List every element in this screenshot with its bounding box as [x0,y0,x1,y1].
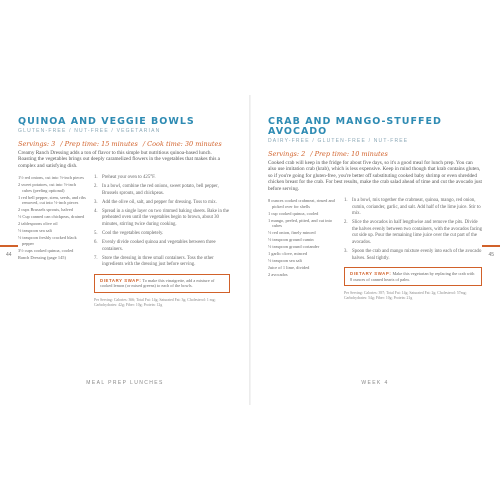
recipe-title: QUINOA AND VEGGIE BOWLS [18,116,195,127]
dietary-swap-box [94,274,230,293]
section-tab-marker [482,245,500,247]
step-list [344,198,482,301]
step-list [94,175,230,307]
ingredient-item: Juice of 1 lime, divided [268,265,310,271]
recipe-intro: Cooked crab will keep in the fridge for about five days, so it's a good meal for lunch prep. You can also use imitation crab (krab), which is less expensive. Keep in mind though that krab contains gluten, so if you're going for gluten-free, you're better off substituting cooked baby shrimp or even shredded chicken breast for the crab. For best results, make the crab salad ahead of time and cut the avocado just before serving. [268,160,482,192]
ingredient-item: ½ red onion, finely minced [268,230,316,236]
recipe-dietary-tags: DAIRY-FREE / GLUTEN-FREE / NUT-FREE [268,138,409,144]
recipe-servings [18,140,230,148]
step-item: 5. Cool the vegetables completely. [94,230,164,236]
section-tab-marker [0,245,18,247]
step-item: 2. Slice the avocados in half lengthwise and remove the pits. Divide the halves evenly between two containers, with the avocados facing cut side up. Pour the remaining lime juice over the cut part of the avocados. [344,220,483,245]
ingredient-item: 2 sweet potatoes, cut into ½-inch cubes (peeling optional) [18,182,76,193]
ingredient-item: ½ teaspoon sea salt [268,258,302,264]
page-gutter [249,95,251,405]
ingredient-item: ½ Cup canned can chickpeas, drained [18,214,85,220]
dietary-swap-label: DIETARY SWAP: [100,277,142,283]
ingredient-item: ½ teaspoon ground coriander [268,244,320,250]
step-item: 3. Spoon the crab and mango mixture evenly into each of the avocado halves. Seal tightly. [344,248,482,261]
recipe-servings [268,150,482,158]
cook-time: / Cook time: 30 minutes [142,140,222,148]
running-footer-right: WEEK 4 [361,380,389,386]
dietary-swap-text: Make this vegetarian by replacing the crab with 8 ounces of canned hearts of palm. [350,271,475,282]
ingredient-item: 1 mango, peeled, pitted, and cut into cubes [268,217,333,229]
ingredient-item: ½ teaspoon freshly cracked black pepper [18,235,77,246]
servings-count: Servings: 3 [18,140,56,148]
ingredient-list [18,175,86,307]
step-item: 2. In a bowl, combine the red onions, sweet potato, bell pepper, Brussels sprouts, and chickpeas. [94,184,219,196]
ingredient-item: 2 avocados [268,272,288,278]
ingredient-item: ½ teaspoon ground cumin [268,237,314,243]
step-item: 4. Spread in a single layer on two rimmed baking sheets. Bake in the preheated oven until the vegetables begin to brown, about 30 minutes, stirring twice during cooking. [94,208,229,227]
recipe-title: CRAB AND MANGO-STUFFED AVOCADO [268,116,442,137]
step-item: 6. Evenly divide cooked quinoa and vegetables between three containers. [94,239,216,252]
ingredient-item: 8 ounces cooked crabmeat, rinsed and picked over for shells [268,198,335,209]
ingredient-item: Ranch Dressing (page 145) [18,254,66,260]
ingredient-item: 1 red bell pepper, stem, seeds, and ribs removed, cut into ½-inch pieces [18,194,86,206]
dietary-swap-box [344,267,482,286]
dietary-swap-label: DIETARY SWAP: [350,271,392,277]
recipe-intro: Creamy Ranch Dressing adds a ton of flavor to this simple but nutritious quinoa-based lunch. Roasting the vegetables brings out deeply caramelized flowers in the vegetables that makes this a complex and satisfying dish. [18,150,220,169]
ingredient-item: 1 cup cooked quinoa, cooled [268,210,319,216]
prep-time: / Prep time: 15 minutes [60,140,138,148]
page-number-right: 45 [488,252,494,258]
dietary-swap-text: To make this vinaigrette, add a mixture of cooked lemon (or mixed greens) to each of the bowls. [100,277,215,289]
recipe-dietary-tags: GLUTEN-FREE / NUT-FREE / VEGETARIAN [18,128,161,134]
ingredient-item: 1½ red onions, cut into ½-inch pieces [18,175,84,181]
nutrition-info: Per Serving: Calories: 397; Total Fat: 14g; Saturated Fat: 2g; Cholesterol: 57mg; Carbohydrates: 54g; Fiber: 10g; Protein: 21g [344,290,467,300]
left-page [0,95,250,405]
book-spread [0,95,500,405]
step-item: 1. In a bowl, mix together the crabmeat, quinoa, mango, red onion, cumin, coriander, garlic, and salt. Add half of the lime juice. Stir to mix. [344,198,481,217]
ingredient-item: 2 tablespoons olive oil [18,221,58,227]
ingredient-list [268,198,336,301]
recipe-body [268,198,482,301]
recipe-body [18,175,230,307]
ingredient-item: 3½ cups cooked quinoa, cooled [18,247,74,253]
prep-time: / Prep time: 10 minutes [310,150,388,158]
step-item: 1. Preheat your oven to 425°F. [94,175,156,181]
step-item: 7. Store the dressing in three small containers. Toss the other ingredients with the dressing just before serving. [94,255,214,268]
running-footer-left: MEAL PREP LUNCHES [86,380,164,386]
right-page [250,95,500,405]
ingredient-item: 2 cups Brussels sprouts, halved [18,207,74,213]
ingredient-item: ½ teaspoon sea salt [18,228,52,234]
step-item: 3. Add the olive oil, salt, and pepper for dressing. Toss to mix. [94,199,217,205]
page-number-left: 44 [6,252,12,258]
servings-count: Servings: 2 [268,150,306,158]
nutrition-info: Per Serving: Calories: 366; Total Fat: 14g; Saturated Fat: 3g; Cholesterol: 1 mg; Carbohydrates: 42g; Fiber: 10g; Protein: 12g [94,297,216,307]
ingredient-item: 1 garlic clove, minced [268,251,308,257]
